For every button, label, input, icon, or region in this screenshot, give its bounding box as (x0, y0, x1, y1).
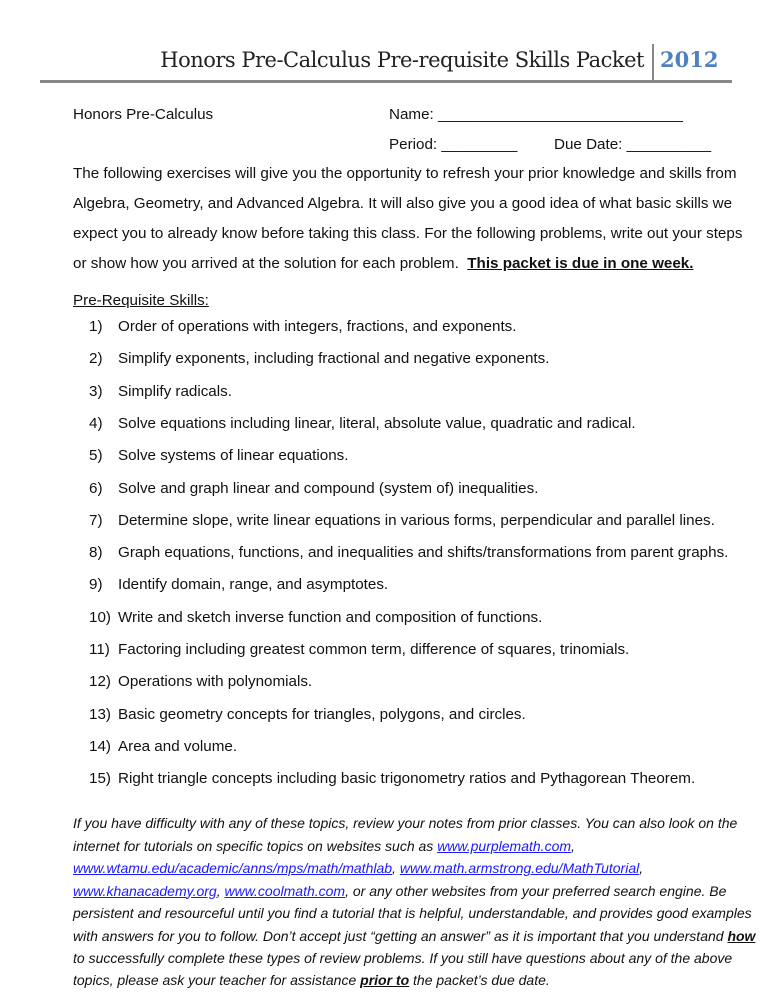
closing-text: topics, please ask your teacher for assistance (73, 972, 361, 988)
punct: , (216, 882, 225, 899)
skill-number: 7) (89, 511, 103, 529)
intro-line: The following exercises will give you the opportunity to refresh your prior knowledge and skills from (73, 165, 737, 182)
skill-item (89, 318, 516, 335)
skill-item (89, 738, 237, 755)
skill-text: Simplify radicals. (118, 382, 232, 400)
skill-number: 13) (89, 705, 111, 723)
link-wtamu[interactable]: www.wtamu.edu/academic/anns/mps/math/mathlab (73, 860, 393, 876)
skill-item (89, 770, 695, 787)
closing-line (73, 972, 550, 988)
skill-text: Simplify exponents, including fractional and negative exponents. (118, 350, 550, 368)
punct: , (571, 837, 575, 854)
skill-number: 2) (89, 350, 103, 368)
due-date-field: Due Date: __________ (554, 136, 712, 153)
skill-text: Factoring including greatest common term, difference of squares, trinomials. (118, 641, 630, 658)
header-divider (652, 44, 654, 82)
skill-number: 15) (89, 770, 111, 788)
skill-item (89, 544, 728, 561)
skill-item (89, 415, 636, 432)
skill-item (89, 576, 388, 593)
header-title: Honors Pre-Calculus Pre-requisite Skills Packet (160, 48, 644, 72)
closing-line: If you have difficulty with any of these topics, review your notes from prior classes. You can also look on the (73, 815, 738, 831)
skill-number: 14) (89, 737, 111, 755)
closing-text: with answers for you to follow. Don’t accept just “getting an answer” as it is important that you understand (73, 927, 728, 944)
closing-text: , or any other websites from your preferred search engine. Be (345, 882, 727, 899)
link-purplemath[interactable]: www.purplemath.com (437, 837, 572, 854)
link-coolmath[interactable]: www.coolmath.com (224, 882, 346, 899)
skill-item (89, 350, 549, 367)
skill-number: 4) (89, 414, 103, 432)
header-year: 2012 (660, 47, 719, 72)
punct: , (392, 860, 400, 876)
name-field: Name: _____________________________ (389, 106, 683, 123)
emphasis-prior-to: prior to (360, 972, 410, 988)
due-note: This packet is due in one week. (467, 255, 694, 272)
skill-number: 1) (89, 318, 103, 335)
closing-line (73, 838, 575, 854)
skill-number: 6) (89, 479, 103, 497)
intro-line (73, 255, 693, 272)
skill-number: 8) (89, 544, 103, 562)
closing-line (73, 860, 643, 876)
closing-line (73, 950, 732, 966)
skill-text: Order of operations with integers, fractions, and exponents. (118, 318, 517, 335)
emphasis-how: how (727, 927, 756, 944)
skills-heading: Pre-Requisite Skills: (73, 292, 209, 309)
skill-text: Operations with polynomials. (118, 673, 313, 691)
skill-item (89, 641, 629, 658)
intro-line: Algebra, Geometry, and Advanced Algebra. It will also give you a good idea of what basic skills we (73, 195, 733, 212)
closing-line (73, 883, 726, 899)
skill-item (89, 673, 312, 690)
skill-text: Write and sketch inverse function and composition of functions. (118, 608, 543, 626)
intro-line: expect you to already know before taking this class. For the following problems, write out your steps (73, 225, 743, 242)
skill-item (89, 706, 526, 723)
skill-text: Basic geometry concepts for triangles, polygons, and circles. (118, 705, 526, 723)
intro-text: or show how you arrived at the solution for each problem. (73, 255, 459, 272)
skill-text: Identify domain, range, and asymptotes. (118, 576, 389, 594)
skill-text: Solve equations including linear, literal, absolute value, quadratic and radical. (118, 414, 636, 432)
skill-item (89, 609, 542, 626)
closing-text: the packet’s due date. (409, 972, 550, 988)
skill-text: Determine slope, write linear equations in various forms, perpendicular and parallel lines. (118, 511, 715, 529)
closing-text: to successfully complete these types of review problems. If you still have questions about any of the above (73, 950, 733, 966)
period-field: Period: _________ (389, 136, 518, 153)
link-khanacademy[interactable]: www.khanacademy.org (73, 882, 217, 899)
closing-line (73, 928, 755, 944)
skill-number: 5) (89, 447, 103, 465)
skill-text: Solve and graph linear and compound (system of) inequalities. (118, 479, 539, 497)
skill-item (89, 447, 348, 464)
closing-line: persistent and resourceful until you find a tutorial that is helpful, understandable, and provides good examples (73, 905, 752, 921)
link-armstrong[interactable]: www.math.armstrong.edu/MathTutorial (399, 860, 640, 876)
course-name: Honors Pre-Calculus (73, 106, 214, 123)
skill-text: Area and volume. (118, 737, 238, 755)
skill-item (89, 480, 538, 497)
skill-number: 9) (89, 576, 103, 594)
header-rule (40, 80, 732, 83)
skill-number: 3) (89, 382, 103, 400)
closing-text: internet for tutorials on specific topics on websites such as (73, 837, 438, 854)
punct: , (639, 860, 644, 876)
skill-text: Solve systems of linear equations. (118, 447, 349, 465)
skill-text: Graph equations, functions, and inequalities and shifts/transformations from parent graphs. (118, 544, 729, 562)
skill-text: Right triangle concepts including basic trigonometry ratios and Pythagorean Theorem. (118, 770, 696, 788)
skill-number: 10) (89, 608, 111, 626)
skill-item (89, 512, 715, 529)
skill-number: 12) (89, 673, 111, 691)
skill-item (89, 383, 232, 400)
skill-number: 11) (89, 641, 110, 658)
